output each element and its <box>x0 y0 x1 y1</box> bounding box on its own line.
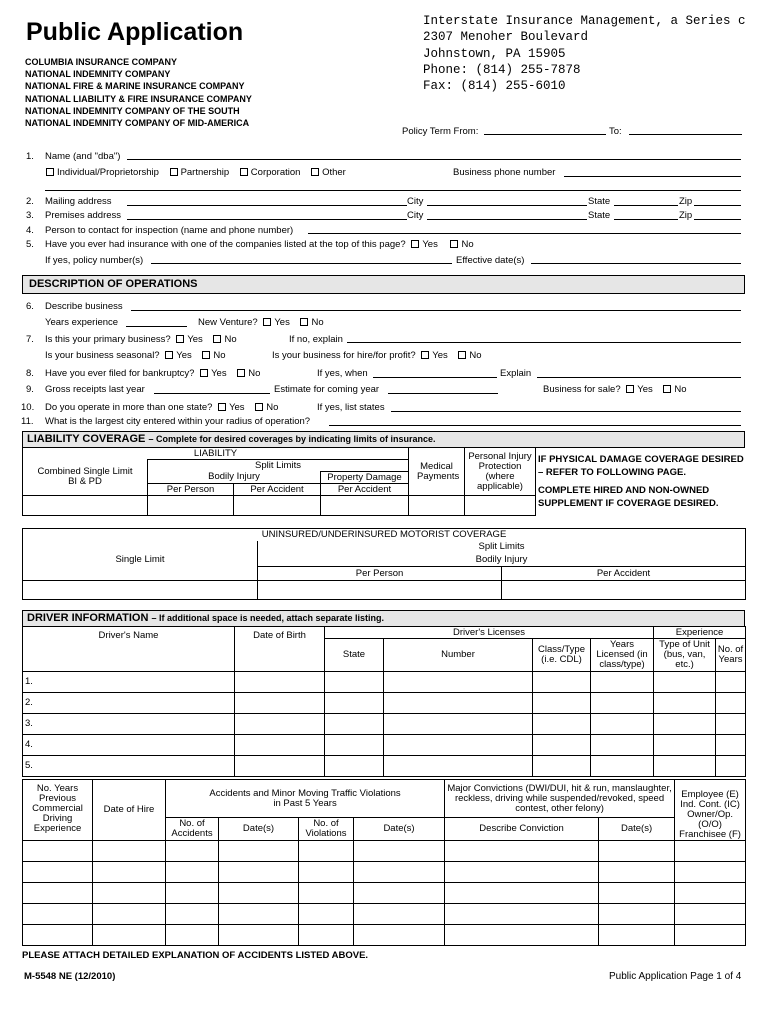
partnership-checkbox[interactable] <box>170 168 178 176</box>
gross-receipts-label: Gross receipts last year <box>45 384 145 395</box>
table-cell[interactable] <box>325 735 384 756</box>
city-label: City <box>407 210 424 221</box>
largest-city-label: What is the largest city entered within your radius of operation? <box>45 416 311 427</box>
table-cell[interactable] <box>591 756 654 777</box>
table-cell[interactable] <box>445 883 599 904</box>
estimate-label: Estimate for coming year <box>274 384 380 395</box>
policy-term-to-field[interactable] <box>629 134 742 135</box>
table-cell[interactable] <box>445 925 599 946</box>
page-number: Public Application Page 1 of 4 <box>609 971 742 982</box>
section-title: DESCRIPTION OF OPERATIONS <box>29 278 198 290</box>
primary-business-yes-checkbox[interactable] <box>176 335 184 343</box>
premises-address-label: Premises address <box>45 210 122 221</box>
table-cell[interactable] <box>533 693 591 714</box>
previous-experience-header: No. Years Previous Commercial Driving Experience <box>23 780 93 841</box>
years-experience-label: Years experience <box>45 317 119 328</box>
driver-row-4[interactable]: 4. <box>23 735 235 756</box>
table-cell[interactable] <box>599 862 675 883</box>
for-hire-question <box>272 350 482 361</box>
mailing-city-field[interactable] <box>427 205 587 206</box>
state-label: State <box>588 210 611 221</box>
table-cell[interactable] <box>716 714 746 735</box>
company-name: NATIONAL INDEMNITY COMPANY OF THE SOUTH <box>25 105 240 116</box>
policy-number-field[interactable] <box>151 263 452 264</box>
table-cell[interactable] <box>166 925 219 946</box>
table-cell[interactable] <box>654 693 716 714</box>
per-accident-header: Per Accident <box>234 484 321 496</box>
zip-label: Zip <box>679 196 693 207</box>
business-for-sale-question <box>543 384 687 395</box>
multi-state-question <box>45 402 278 413</box>
table-cell[interactable] <box>354 925 445 946</box>
pip-header: Personal Injury Protection (where applicable) <box>465 448 536 496</box>
conviction-dates-header: Date(s) <box>599 818 675 841</box>
seasonal-yes-checkbox[interactable] <box>165 351 173 359</box>
seasonal-question <box>45 350 226 361</box>
driver-name-header: Driver's Name <box>23 627 235 672</box>
yes-label: Yes <box>432 350 448 361</box>
table-cell[interactable] <box>166 862 219 883</box>
question-text: Is your business for hire/for profit? <box>272 350 416 361</box>
no-label: No <box>674 384 687 395</box>
company-name: NATIONAL FIRE & MARINE INSURANCE COMPANY <box>25 81 245 92</box>
table-cell[interactable] <box>591 672 654 693</box>
states-field[interactable] <box>391 411 741 412</box>
primary-business-no-checkbox[interactable] <box>213 335 221 343</box>
bankruptcy-question <box>45 368 260 379</box>
describe-conviction-header: Describe Conviction <box>445 818 599 841</box>
no-label: No <box>224 334 237 345</box>
no-label: No <box>311 317 324 328</box>
liability-section-header <box>22 431 745 448</box>
no-label: No <box>461 239 474 250</box>
question-number: 2. <box>26 196 34 207</box>
state-header: State <box>325 639 384 672</box>
address-line: Interstate Insurance Management, a Series c <box>423 14 746 28</box>
inspection-contact-label: Person to contact for inspection (name and phone number) <box>45 225 294 236</box>
table-cell[interactable] <box>675 904 746 925</box>
table-row <box>23 735 746 756</box>
prior-insurance-label <box>45 239 474 250</box>
option-label: Individual/Proprietorship <box>57 167 159 178</box>
driver-row-3[interactable]: 3. <box>23 714 235 735</box>
table-cell[interactable] <box>219 841 299 862</box>
policy-number-label: If yes, policy number(s) <box>45 255 144 266</box>
corporation-checkbox[interactable] <box>240 168 248 176</box>
years-experience-field[interactable] <box>126 326 187 327</box>
question-number: 3. <box>26 210 34 221</box>
table-cell[interactable] <box>599 883 675 904</box>
largest-city-field[interactable] <box>329 425 741 426</box>
question-text: Have you ever filed for bankruptcy? <box>45 368 195 379</box>
name-field[interactable] <box>127 159 741 160</box>
agency-address <box>423 13 748 94</box>
table-cell[interactable] <box>533 672 591 693</box>
table-cell[interactable] <box>299 862 354 883</box>
table-row <box>23 904 746 925</box>
table-cell[interactable] <box>675 841 746 862</box>
medical-payments-input[interactable] <box>409 496 465 516</box>
no-of-violations-header: No. of Violations <box>299 818 354 841</box>
table-cell[interactable] <box>384 714 533 735</box>
table-cell[interactable] <box>716 672 746 693</box>
question-text: Have you ever had insurance with one of the companies listed at the top of this page? <box>45 239 406 250</box>
um-per-accident-input[interactable] <box>502 581 746 600</box>
no-of-accidents-header: No. of Accidents <box>166 818 219 841</box>
policy-term-from-label: Policy Term From: <box>402 126 479 137</box>
property-damage-header: Property Damage <box>321 472 409 484</box>
table-cell[interactable] <box>675 883 746 904</box>
operations-section-header <box>22 275 745 294</box>
yes-label: Yes <box>422 239 438 250</box>
entity-type-options <box>46 167 346 178</box>
class-type-header: Class/Type (i.e. CDL) <box>533 639 591 672</box>
driver-table <box>22 626 746 777</box>
table-row <box>23 883 746 904</box>
liability-header: LIABILITY <box>23 448 409 460</box>
hired-non-owned-note: COMPLETE HIRED AND NON-OWNED SUPPLEMENT IF COVERAGE DESIRED. <box>538 485 719 509</box>
table-cell[interactable] <box>23 925 93 946</box>
for-sale-no-checkbox[interactable] <box>663 385 671 393</box>
zip-label: Zip <box>679 210 693 221</box>
question-text: Business for sale? <box>543 384 621 395</box>
table-cell[interactable] <box>384 693 533 714</box>
estimate-field[interactable] <box>388 393 498 394</box>
table-cell[interactable] <box>23 841 93 862</box>
policy-term-to-label: To: <box>609 126 622 137</box>
describe-business-field[interactable] <box>131 310 741 311</box>
inspection-contact-field[interactable] <box>308 233 741 234</box>
question-number: 8. <box>26 368 34 379</box>
primary-business-explain-field[interactable] <box>347 342 741 343</box>
table-cell[interactable] <box>299 841 354 862</box>
option-label: Partnership <box>180 167 230 178</box>
table-cell[interactable] <box>325 714 384 735</box>
list-states-label: If yes, list states <box>317 402 385 413</box>
section-subtitle: – If additional space is needed, attach separate listing. <box>151 613 385 623</box>
table-cell[interactable] <box>716 735 746 756</box>
when-label: If yes, when <box>317 368 368 379</box>
question-text: Do you operate in more than one state? <box>45 402 213 413</box>
primary-business-question <box>45 334 237 345</box>
major-convictions-header: Major Convictions (DWI/DUI, hit & run, manslaughter, reckless, driving while suspended/revoked, speed contest, other felony) <box>445 780 675 818</box>
table-row <box>23 925 746 946</box>
combined-limit-input[interactable] <box>23 496 148 516</box>
uninsured-motorist-table <box>22 528 746 600</box>
table-cell[interactable] <box>93 862 166 883</box>
table-cell[interactable] <box>591 693 654 714</box>
describe-business-label: Describe business <box>45 301 123 312</box>
table-cell[interactable] <box>591 714 654 735</box>
mailing-zip-field[interactable] <box>694 205 741 206</box>
question-number: 5. <box>26 239 34 250</box>
pip-input[interactable] <box>465 496 536 516</box>
um-title: UNINSURED/UNDERINSURED MOTORIST COVERAGE <box>23 529 746 541</box>
table-cell[interactable] <box>166 841 219 862</box>
table-row <box>23 693 746 714</box>
table-cell[interactable] <box>675 925 746 946</box>
driver-row-2[interactable]: 2. <box>23 693 235 714</box>
table-cell[interactable] <box>235 693 325 714</box>
city-label: City <box>407 196 424 207</box>
driving-history-table <box>22 779 746 946</box>
table-cell[interactable] <box>654 756 716 777</box>
table-cell[interactable] <box>219 904 299 925</box>
question-number: 9. <box>26 384 34 395</box>
yes-label: Yes <box>176 350 192 361</box>
table-cell[interactable] <box>93 841 166 862</box>
seasonal-no-checkbox[interactable] <box>202 351 210 359</box>
date-of-hire-header: Date of Hire <box>93 780 166 841</box>
gross-receipts-field[interactable] <box>154 393 270 394</box>
type-of-unit-header: Type of Unit (bus, van, etc.) <box>654 639 716 672</box>
table-cell[interactable] <box>675 862 746 883</box>
bankruptcy-explain-field[interactable] <box>537 377 741 378</box>
accidents-violations-header: Accidents and Minor Moving Traffic Violations in Past 5 Years <box>166 780 445 818</box>
no-of-years-header: No. of Years <box>716 639 746 672</box>
premises-address-field[interactable] <box>127 219 407 220</box>
table-cell[interactable] <box>445 904 599 925</box>
new-venture-yes-checkbox[interactable] <box>263 318 271 326</box>
form-number: M-5548 NE (12/2010) <box>24 971 116 982</box>
no-label: No <box>213 350 226 361</box>
experience-header: Experience <box>654 627 746 639</box>
table-cell[interactable] <box>219 925 299 946</box>
um-per-person-input[interactable] <box>258 581 502 600</box>
liability-table <box>22 447 536 516</box>
driver-row-5[interactable]: 5. <box>23 756 235 777</box>
accident-dates-header: Date(s) <box>219 818 299 841</box>
mailing-state-field[interactable] <box>614 205 678 206</box>
company-name: NATIONAL LIABILITY & FIRE INSURANCE COMPANY <box>25 93 252 104</box>
table-cell[interactable] <box>654 735 716 756</box>
table-cell[interactable] <box>591 735 654 756</box>
bodily-injury-header: Bodily Injury <box>148 472 321 484</box>
explain-label: If no, explain <box>289 334 343 345</box>
table-cell[interactable] <box>23 883 93 904</box>
table-cell[interactable] <box>93 883 166 904</box>
table-cell[interactable] <box>354 862 445 883</box>
attach-explanation-note: PLEASE ATTACH DETAILED EXPLANATION OF ACCIDENTS LISTED ABOVE. <box>22 950 369 961</box>
physical-damage-note: IF PHYSICAL DAMAGE COVERAGE DESIRED – REFER TO FOLLOWING PAGE. <box>538 454 744 478</box>
for-hire-yes-checkbox[interactable] <box>421 351 429 359</box>
table-cell[interactable] <box>599 841 675 862</box>
multi-state-no-checkbox[interactable] <box>255 403 263 411</box>
yes-label: Yes <box>637 384 653 395</box>
split-limits-header: Split Limits <box>148 460 409 472</box>
bankruptcy-when-field[interactable] <box>373 377 497 378</box>
table-cell[interactable] <box>445 841 599 862</box>
question-text: Is this your primary business? <box>45 334 171 345</box>
table-cell[interactable] <box>235 672 325 693</box>
section-title: DRIVER INFORMATION <box>27 612 149 624</box>
combined-single-limit-header: Combined Single Limit BI & PD <box>23 460 148 496</box>
um-bodily-injury-header: Bodily Injury <box>258 554 746 567</box>
business-phone-field[interactable] <box>564 176 741 177</box>
prior-insurance-yes-checkbox[interactable] <box>411 240 419 248</box>
table-cell[interactable] <box>445 862 599 883</box>
table-cell[interactable] <box>384 735 533 756</box>
bi-per-person-input[interactable] <box>148 496 234 516</box>
name-continuation-field[interactable] <box>45 190 741 191</box>
years-licensed-header: Years Licensed (in class/type) <box>591 639 654 672</box>
table-cell[interactable] <box>354 841 445 862</box>
company-name: COLUMBIA INSURANCE COMPANY <box>25 57 177 67</box>
yes-label: Yes <box>211 368 227 379</box>
address-line: 2307 Menoher Boulevard <box>423 30 589 45</box>
question-number: 4. <box>26 225 34 236</box>
table-cell[interactable] <box>384 672 533 693</box>
premises-city-field[interactable] <box>427 219 587 220</box>
table-cell[interactable] <box>533 714 591 735</box>
table-cell[interactable] <box>654 672 716 693</box>
address-line: Phone: (814) 255-7878 <box>423 62 581 77</box>
table-cell[interactable] <box>384 756 533 777</box>
new-venture-no-checkbox[interactable] <box>300 318 308 326</box>
table-cell[interactable] <box>599 904 675 925</box>
question-number: 10. <box>21 402 35 413</box>
table-row <box>23 756 746 777</box>
business-phone-label: Business phone number <box>453 167 556 178</box>
new-venture-question <box>198 317 324 328</box>
yes-label: Yes <box>229 402 245 413</box>
dob-header: Date of Birth <box>235 627 325 672</box>
state-label: State <box>588 196 611 207</box>
page-title: Public Application <box>26 18 244 46</box>
um-per-accident-header: Per Accident <box>502 567 746 581</box>
question-number: 6. <box>26 301 34 312</box>
table-cell[interactable] <box>716 756 746 777</box>
other-checkbox[interactable] <box>311 168 319 176</box>
name-label: Name (and "dba") <box>45 151 121 162</box>
effective-date-label: Effective date(s) <box>456 255 525 266</box>
question-number: 1. <box>26 151 34 162</box>
section-title: LIABILITY COVERAGE <box>27 433 146 445</box>
section-subtitle: – Complete for desired coverages by indicating limits of insurance. <box>148 434 436 444</box>
multi-state-yes-checkbox[interactable] <box>218 403 226 411</box>
table-row <box>23 862 746 883</box>
table-row <box>23 841 746 862</box>
no-label: No <box>469 350 482 361</box>
option-label: Corporation <box>250 167 301 178</box>
table-cell[interactable] <box>219 862 299 883</box>
um-split-limits-header: Split Limits <box>258 541 746 554</box>
no-label: No <box>266 402 279 413</box>
table-cell[interactable] <box>23 862 93 883</box>
table-cell[interactable] <box>325 756 384 777</box>
table-cell[interactable] <box>23 904 93 925</box>
question-text: New Venture? <box>198 317 258 328</box>
bankruptcy-yes-checkbox[interactable] <box>200 369 208 377</box>
table-cell[interactable] <box>533 756 591 777</box>
premises-zip-field[interactable] <box>694 219 741 220</box>
table-cell[interactable] <box>166 883 219 904</box>
table-cell[interactable] <box>325 693 384 714</box>
table-row <box>23 714 746 735</box>
yes-label: Yes <box>274 317 290 328</box>
no-label: No <box>248 368 261 379</box>
table-cell[interactable] <box>299 925 354 946</box>
question-text: Is your business seasonal? <box>45 350 160 361</box>
license-number-header: Number <box>384 639 533 672</box>
licenses-header: Driver's Licenses <box>325 627 654 639</box>
bi-per-accident-input[interactable] <box>234 496 321 516</box>
um-per-person-header: Per Person <box>258 567 502 581</box>
yes-label: Yes <box>187 334 203 345</box>
for-sale-yes-checkbox[interactable] <box>626 385 634 393</box>
table-cell[interactable] <box>93 925 166 946</box>
explain-label: Explain <box>500 368 532 379</box>
table-row <box>23 672 746 693</box>
table-cell[interactable] <box>325 672 384 693</box>
bankruptcy-no-checkbox[interactable] <box>237 369 245 377</box>
mailing-address-label: Mailing address <box>45 196 112 207</box>
company-name: NATIONAL INDEMNITY COMPANY <box>25 69 171 80</box>
um-single-limit-input[interactable] <box>23 581 258 600</box>
for-hire-no-checkbox[interactable] <box>458 351 466 359</box>
table-cell[interactable] <box>716 693 746 714</box>
violation-dates-header: Date(s) <box>354 818 445 841</box>
mailing-address-field[interactable] <box>127 205 407 206</box>
prior-insurance-no-checkbox[interactable] <box>450 240 458 248</box>
pd-per-accident-input[interactable] <box>321 496 409 516</box>
individual-checkbox[interactable] <box>46 168 54 176</box>
per-accident-header: Per Accident <box>321 484 409 496</box>
driver-row-1[interactable]: 1. <box>23 672 235 693</box>
policy-term-from-field[interactable] <box>484 134 606 135</box>
company-list <box>25 56 252 129</box>
table-cell[interactable] <box>219 883 299 904</box>
table-cell[interactable] <box>235 756 325 777</box>
address-line: Johnstown, PA 15905 <box>423 46 566 61</box>
company-name: NATIONAL INDEMNITY COMPANY OF MID-AMERICA <box>25 118 250 129</box>
table-cell[interactable] <box>599 925 675 946</box>
table-cell[interactable] <box>166 904 219 925</box>
premises-state-field[interactable] <box>614 219 678 220</box>
effective-date-field[interactable] <box>531 263 741 264</box>
table-cell[interactable] <box>93 904 166 925</box>
option-label: Other <box>322 167 346 178</box>
um-single-limit-header: Single Limit <box>23 541 258 581</box>
table-cell[interactable] <box>354 904 445 925</box>
driver-section-header <box>22 610 745 627</box>
address-line: Fax: (814) 255-6010 <box>423 79 566 94</box>
table-cell[interactable] <box>354 883 445 904</box>
table-cell[interactable] <box>533 735 591 756</box>
question-number: 7. <box>26 334 34 345</box>
medical-payments-header: Medical Payments <box>409 448 465 496</box>
question-number: 11. <box>21 416 34 427</box>
per-person-header: Per Person <box>148 484 234 496</box>
employee-type-header: Employee (E) Ind. Cont. (IC) Owner/Op. (O/O) Franchisee (F) <box>675 780 746 841</box>
table-cell[interactable] <box>235 735 325 756</box>
table-cell[interactable] <box>654 714 716 735</box>
table-cell[interactable] <box>235 714 325 735</box>
table-cell[interactable] <box>299 904 354 925</box>
table-cell[interactable] <box>299 883 354 904</box>
